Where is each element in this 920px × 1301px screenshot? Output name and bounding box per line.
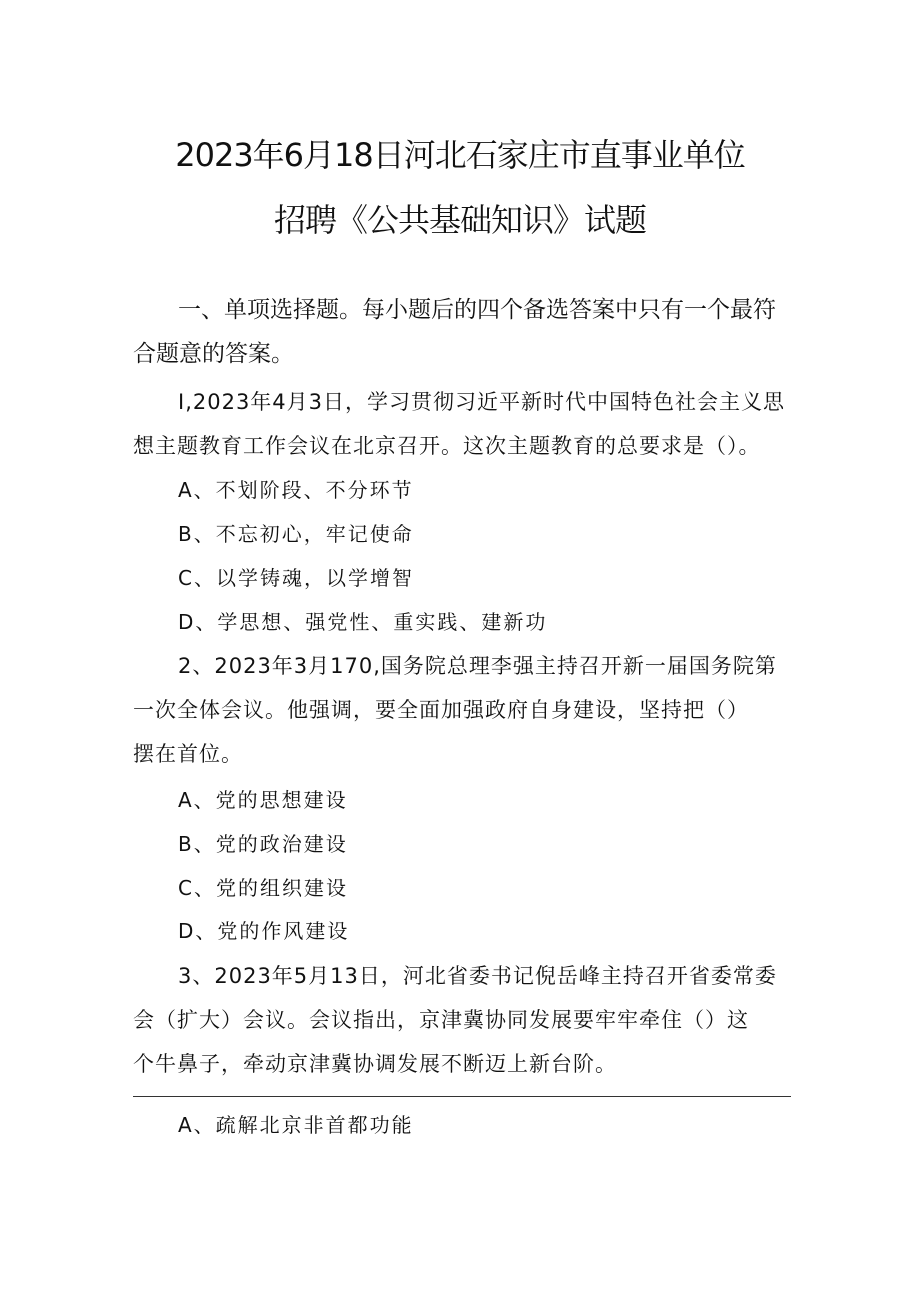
question-2-option-a: A、党的思想建设 (178, 788, 348, 812)
question-2-stem-line-2: 一次全体会议。他强调，要全面加强政府自身建设，坚持把（） (133, 698, 749, 722)
question-3-stem-line-2: 会（扩大）会议。会议指出，京津冀协同发展要牢牢牵住（）这 (133, 1008, 749, 1032)
question-1-option-b: B、不忘初心，牢记使命 (178, 522, 414, 546)
question-1-stem-line-2: 想主题教育工作会议在北京召开。这次主题教育的总要求是（）。 (133, 434, 761, 458)
section-heading-line-1: 一、单项选择题。每小题后的四个备选答案中只有一个最符 (178, 297, 776, 323)
question-2-option-b: B、党的政治建设 (178, 832, 348, 856)
question-2-option-d: D、党的作风建设 (178, 919, 350, 943)
question-2-stem-line-3: 摆在首位。 (133, 742, 243, 766)
question-2-option-c: C、党的组织建设 (178, 876, 348, 900)
page-divider (133, 1096, 791, 1097)
question-3-stem-line-1: 3、2023年5月13日，河北省委书记倪岳峰主持召开省委常委 (178, 964, 777, 988)
question-2-stem-line-1: 2、2023年3月170,国务院总理李强主持召开新一届国务院第 (178, 654, 777, 678)
question-3-option-a: A、疏解北京非首都功能 (178, 1113, 414, 1137)
question-3-stem-line-3: 个牛鼻子，牵动京津冀协调发展不断迈上新台阶。 (133, 1052, 617, 1076)
question-1-option-a: A、不划阶段、不分环节 (178, 478, 414, 502)
section-heading-line-2: 合题意的答案。 (133, 341, 294, 367)
document-title-line-1: 2023年6月18日河北石家庄市直事业单位 (175, 136, 745, 174)
question-1-option-d: D、学思想、强党性、重实践、建新功 (178, 610, 548, 634)
document-title-line-2: 招聘《公共基础知识》试题 (273, 201, 646, 239)
question-1-stem-line-1: I,2023年4月3日，学习贯彻习近平新时代中国特色社会主义思 (178, 390, 786, 414)
question-1-option-c: C、以学铸魂，以学增智 (178, 566, 414, 590)
